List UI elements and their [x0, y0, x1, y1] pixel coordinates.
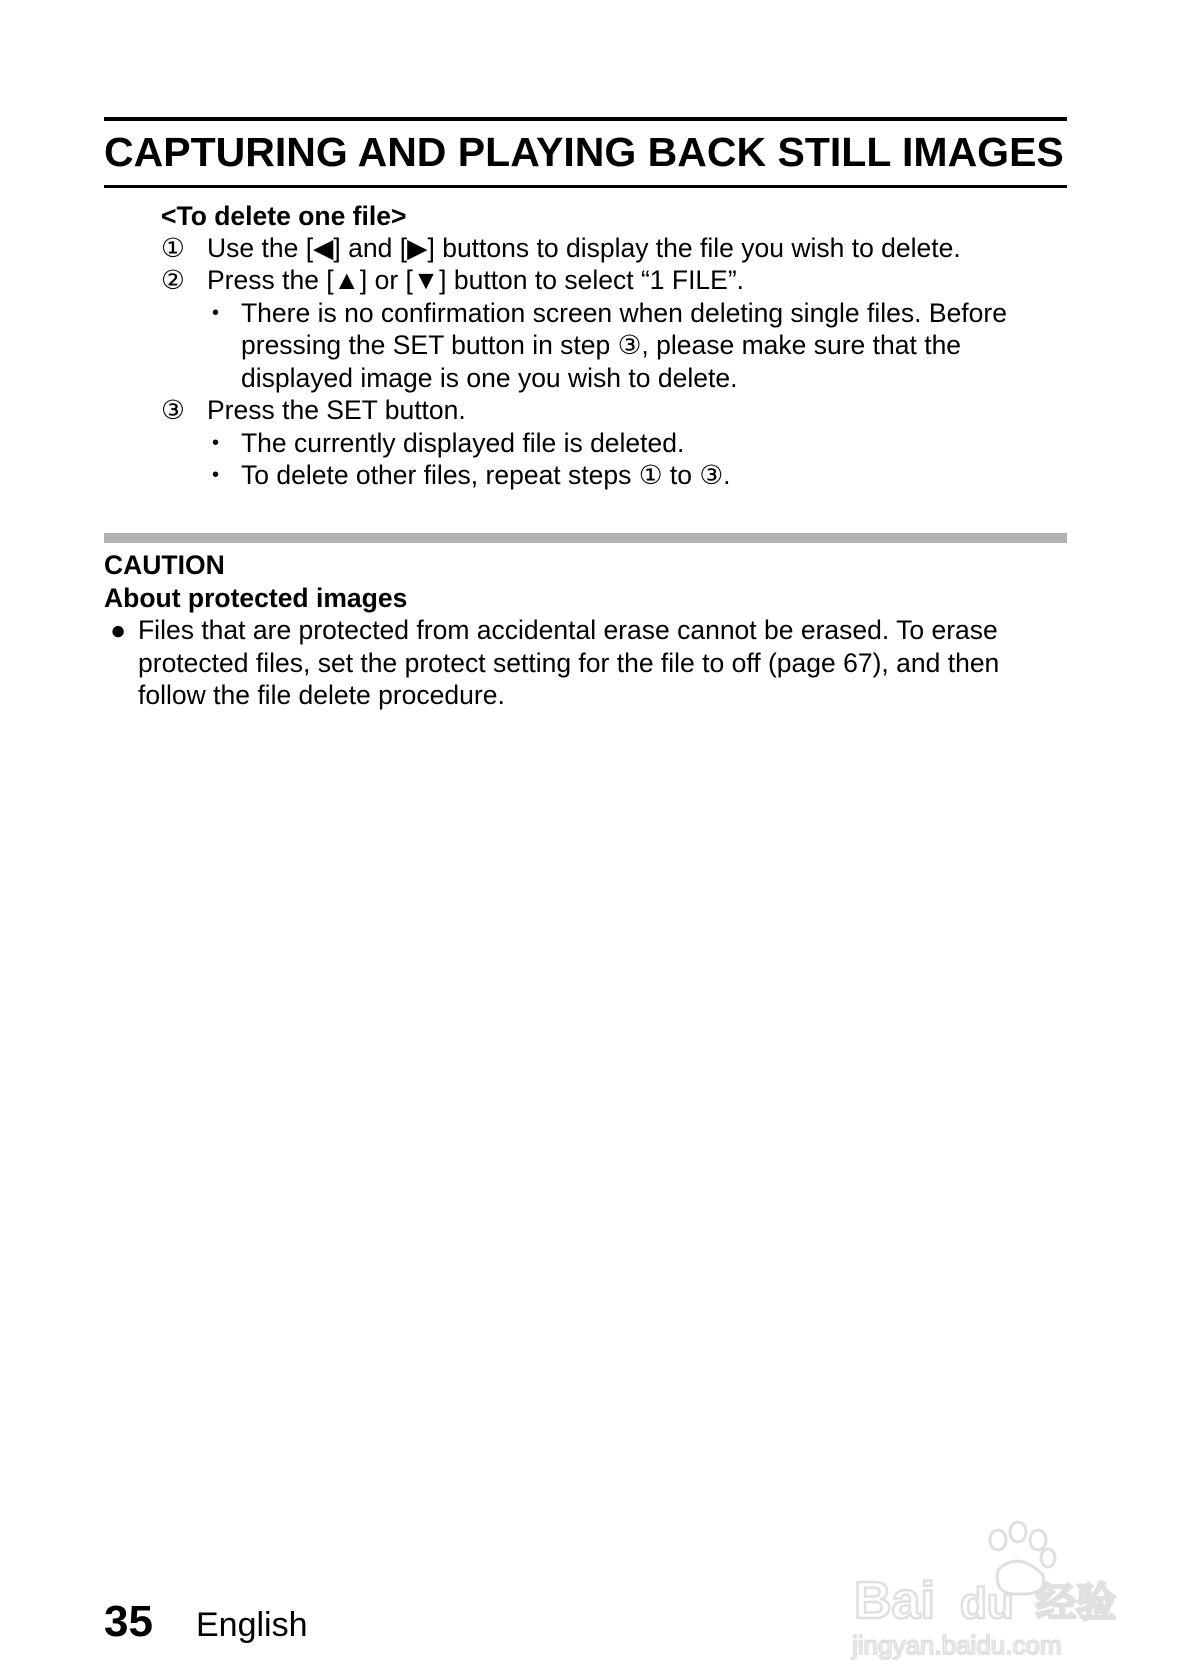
note-bullet: •: [212, 302, 220, 324]
step-3-note-2: [212, 459, 730, 492]
svg-text:du: du: [960, 1579, 1014, 1628]
step-number: ③: [161, 395, 185, 425]
step-3-note-1: [212, 427, 684, 460]
svg-text:Bai: Bai: [854, 1572, 935, 1630]
svg-text:jingyan.baidu.com: jingyan.baidu.com: [852, 1630, 1062, 1660]
title-rule-bottom: [104, 185, 1067, 188]
caution-subheading: About protected images: [104, 583, 408, 613]
footer-language: English: [196, 1606, 308, 1644]
title-rule-top: [104, 117, 1067, 121]
caution-bullet: ●: [110, 615, 127, 645]
step-text: Use the [◀] and [▶] buttons to display the file you wish to delete.: [207, 233, 961, 263]
step-2-note-line-3: displayed image is one you wish to delete.: [241, 363, 738, 393]
note-text: To delete other files, repeat steps ① to ③.: [241, 460, 731, 490]
page-number: 35: [104, 1597, 153, 1646]
note-text: There is no confirmation screen when deleting single files. Before: [241, 298, 1007, 328]
note-bullet: •: [212, 464, 220, 486]
caution-text: Files that are protected from accidental erase cannot be erased. To erase protected files, set the protect setting for the file to off (page 67), and then follow the file delete procedure.: [138, 615, 1000, 710]
caution-label: CAUTION: [104, 550, 225, 580]
step-2-note: [212, 297, 1007, 330]
note-bullet: •: [212, 432, 220, 454]
note-text: The currently displayed file is deleted.: [241, 428, 685, 458]
step-1: [161, 232, 961, 265]
step-text: Press the [▲] or [▼] button to select “1 FILE”.: [207, 265, 745, 295]
section-subheading: <To delete one file>: [161, 201, 407, 231]
step-2-note-line-2: pressing the SET button in step ③, please make sure that the: [241, 330, 962, 360]
step-2: [161, 264, 744, 297]
step-3: [161, 394, 466, 427]
caution-divider: [104, 533, 1067, 543]
step-number: ①: [161, 233, 185, 263]
step-text: Press the SET button.: [207, 395, 466, 425]
step-number: ②: [161, 265, 185, 295]
page-title: CAPTURING AND PLAYING BACK STILL IMAGES: [104, 129, 1064, 175]
baidu-jingyan-watermark: [848, 1510, 1148, 1660]
svg-text:经验: 经验: [1036, 1580, 1116, 1626]
